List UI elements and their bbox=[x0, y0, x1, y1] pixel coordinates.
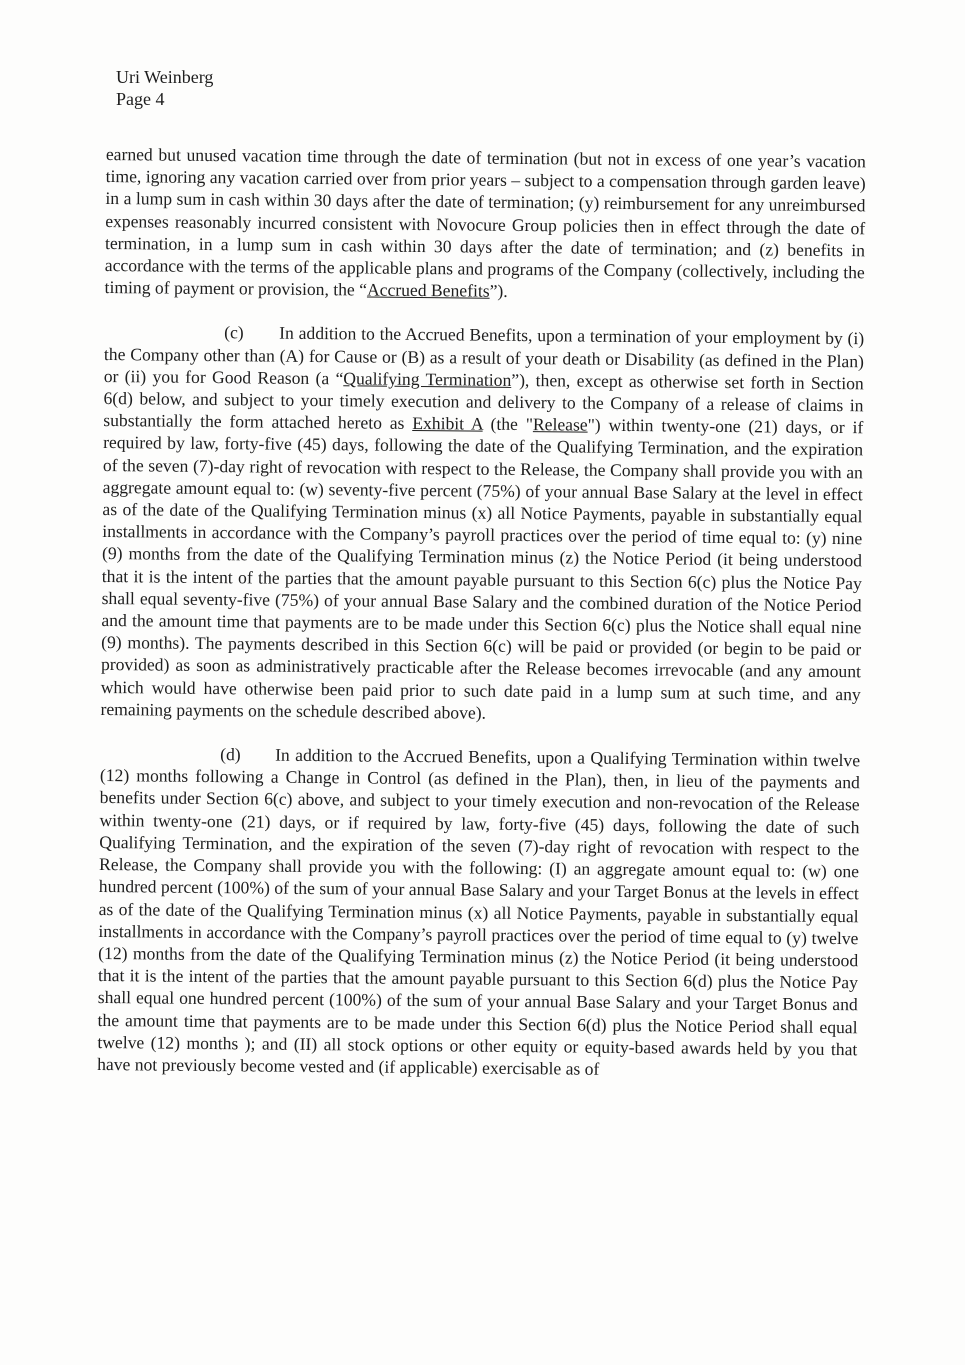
letter-body bbox=[97, 143, 866, 1082]
indent bbox=[104, 337, 224, 338]
letter-header bbox=[116, 66, 213, 110]
paragraph-accrued-benefits bbox=[105, 143, 866, 306]
text: ") within twenty-one (21) days, or if required by law, forty-five (45) days, following the date of the Qualifying Termination, and the expiration of the seven (7)-day right of revocation with respect to the Release, the Company shall provide you with an aggregate amount equal to: (w) seventy-five percent (75%) of your annual Base Salary at the level in effect as of the date of the Qualifying Termination minus (x) all Notice Payments, payable in substantially equal installments in accordance with the Company’s payroll practices over the period of time equal to: (y) nine (9) months from the date of the Qualifying Termination minus (z) the Notice Period (it being understood that it is the intent of the parties that the amount payable pursuant to this Section 6(c) plus the Notice Pay shall equal seventy-five (75%) of your annual Base Salary and the combined duration of the Notice Period and the amount time that payments are to be made under this Section 6(c) plus the Notice shall equal nine (9) months). The payments described in this Section 6(c) will be paid or provided (or begin to be paid or provided) as soon as administratively practicable after the Release becomes irrevocable (and any amount which would have otherwise been paid prior to such date paid in a lump sum at such time, and any remaining payments on the schedule described above). bbox=[100, 414, 864, 723]
paragraph-section-6d bbox=[97, 742, 860, 1082]
defined-term-accrued-benefits: Accrued Benefits bbox=[366, 279, 490, 301]
defined-term-exhibit-a: Exhibit A bbox=[412, 413, 483, 434]
defined-term-release: Release bbox=[532, 414, 588, 435]
section-label-c: (c) bbox=[224, 322, 244, 343]
indent bbox=[100, 759, 220, 760]
text: earned but unused vacation time through the date of termination (but not in excess of one year’s vacation time, ignoring any vacation carried over from prior years – subject to a compensation through garden leave) in a lump sum in cash within 30 days after the date of termination; (y) reimbursement for any unreimbursed expenses reasonably incurred consistent with Novocure Group policies then in effect through the date of termination, in a lump sum in cash within 30 days after the date of termination; and (z) benefits in accordance with the terms of the applicable plans and programs of the Company (collectively, including the timing of payment or provision, the “ bbox=[104, 143, 866, 300]
text: ”). bbox=[489, 280, 508, 302]
text: In addition to the Accrued Benefits, upon a Qualifying Termination within twelve (12) months following a Change in Control (as defined in the Plan), then, in lieu of the payments and benefits under Section 6(c) above, and subject to your timely execution and non-revocation of the Release within twenty-one (21) days, or if required by law, forty-five (45) days, following the date of such Qualifying Termination, and the expiration of the seven (7)-day right of revocation with respect to the Release, the Company shall provide you with the following: (I) an aggregate amount equal to: (w) one hundred percent (100%) of the sum of your annual Base Salary and your Target Bonus at the levels in effect as of the date of the Qualifying Termination minus (x) all Notice Payments, payable in substantially equal installments in accordance with the Company’s payroll practices over the period of time equal to (y) twelve (12) months from the date of the Qualifying Termination minus (z) the Notice Period (it being understood that it is the intent of the parties that the amount payable pursuant to this Section 6(d) plus the Notice Pay shall equal one hundred percent (100%) of the sum of your annual Base Salary and your Target Bonus and the amount time that payments are to be made under this Section 6(d) plus the Notice Period shall equal twelve (12) months ); and (II) all stock options or other equity or equity-based awards held by you that have not previously become vested and (if applicable) exercisable as of bbox=[97, 744, 861, 1079]
defined-term-qualifying-termination: Qualifying Termination bbox=[343, 368, 512, 390]
text: ”), then, except as otherwise set forth in Section 6(d) below, and subject to your timely execution and delivery to the Company of a release of claims in substantially the form attached hereto as bbox=[103, 369, 864, 434]
section-label-d: (d) bbox=[220, 744, 241, 765]
paragraph-section-6c bbox=[100, 320, 864, 727]
text: In addition to the Accrued Benefits, upon a termination of your employment by (i) the Company other than (A) for Cause or (B) as a result of your death or Disability (as defined in the Plan) or (ii) you for Good Reason (a “ bbox=[103, 323, 865, 389]
text: (the " bbox=[482, 413, 534, 435]
recipient-name: Uri Weinberg bbox=[116, 67, 214, 87]
page-number: Page 4 bbox=[116, 89, 165, 109]
